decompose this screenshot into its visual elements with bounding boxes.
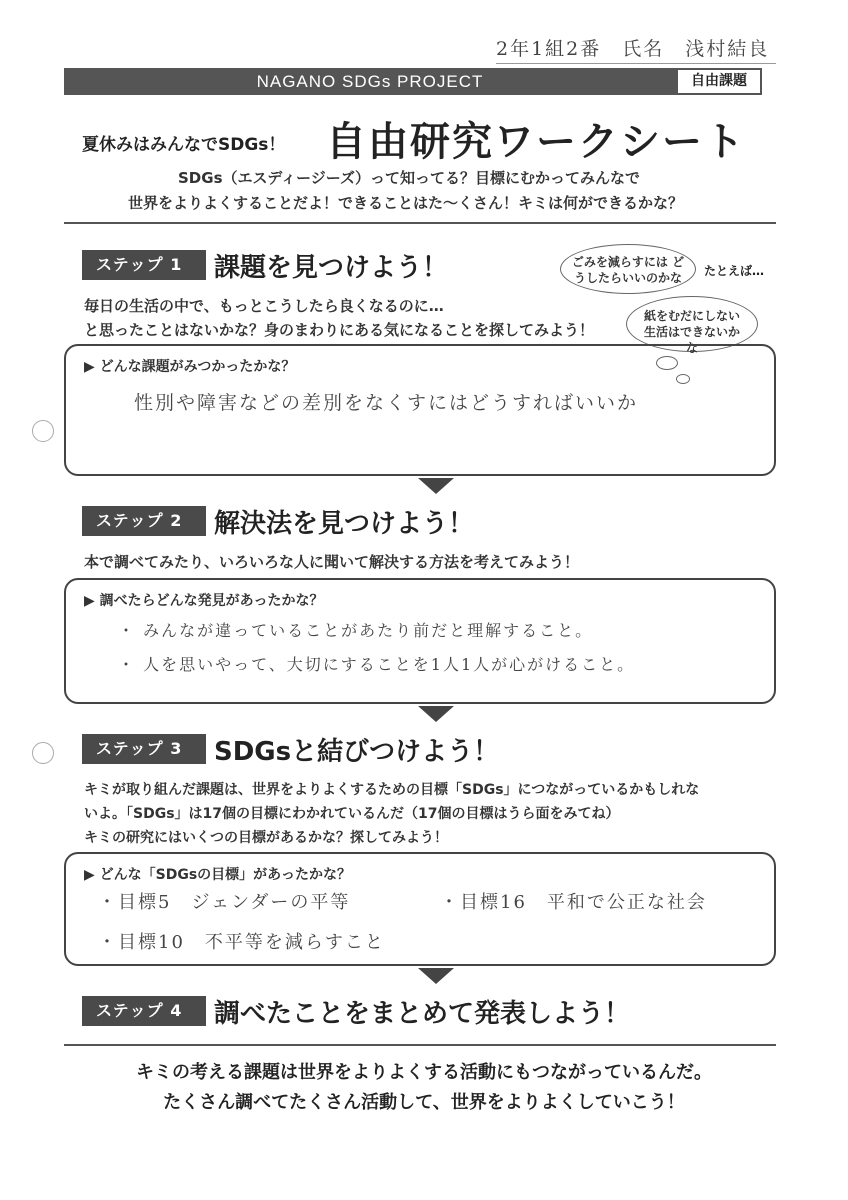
- footer-line-1: キミの考える課題は世界をよりよくする活動にもつながっているんだ。: [136, 1062, 712, 1083]
- title-intro-2: 世界をよりよくすることだよ！できることはた〜くさん！キミは何ができるかな？: [128, 194, 684, 212]
- step-4-label: ステップ 4: [82, 996, 206, 1026]
- step-1-answer[interactable]: 性別や障害などの差別をなくすにはどうすればいいか: [134, 392, 639, 414]
- punch-hole-top: [32, 420, 54, 442]
- step-2-intro-1: 本で調べてみたり、いろいろな人に聞いて解決する方法を考えてみよう！: [84, 553, 580, 571]
- example-bubble-1-text: ごみを減らすには どうしたらいいのかな: [571, 255, 685, 285]
- step-2-answer-1[interactable]: ・ みんなが違っていることがあたり前だと理解すること。: [118, 621, 594, 640]
- free-topic-tag: 自由課題: [676, 68, 762, 95]
- example-label: たとえば…: [704, 264, 765, 278]
- step-3-title: SDGsと結びつけよう！: [214, 737, 500, 767]
- step-2-answer-2[interactable]: ・ 人を思いやって、大切にすることを1人1人が心がけること。: [118, 655, 636, 674]
- step-3-prompt: ▶ どんな「SDGsの目標」があったかな？: [84, 867, 352, 883]
- step-1-prompt: ▶ どんな課題がみつかったかな？: [84, 359, 296, 375]
- step-2-label: ステップ 2: [82, 506, 206, 536]
- divider-top: [64, 222, 776, 224]
- step-1-title: 課題を見つけよう！: [214, 253, 449, 283]
- step-3-intro-1: キミが取り組んだ課題は、世界をよりよくするための目標「SDGs」につながっているかもしれな: [84, 782, 700, 798]
- project-banner: NAGANO SDGs PROJECT: [64, 68, 676, 95]
- title-sub: 夏休みはみんなでSDGs！: [82, 135, 286, 155]
- step-3-intro-2: いよ。「SDGs」は17個の目標にわかれているんだ（17個の目標はうら面をみてね）: [84, 806, 620, 822]
- step-2-prompt: ▶ 調べたらどんな発見があったかな？: [84, 593, 324, 609]
- footer-line-2: たくさん調べてたくさん活動して、世界をよりよくしていこう！: [163, 1092, 685, 1113]
- step-1-intro-2: と思ったことはないかな？身のまわりにある気になることを探してみよう！: [84, 321, 595, 339]
- step-1-label: ステップ 1: [82, 250, 206, 280]
- step-1-intro-1: 毎日の生活の中で、もっとこうしたら良くなるのに…: [84, 297, 444, 315]
- step-4-title: 調べたことをまとめて発表しよう！: [214, 999, 631, 1029]
- example-bubble-2-text: 紙をむだにしない 生活はできないかな: [643, 309, 740, 355]
- step-3-answer-2[interactable]: ・目標16 平和で公正な社会: [440, 892, 707, 913]
- step-2-arrow: [418, 706, 454, 722]
- step-3-arrow: [418, 968, 454, 984]
- step-1-arrow: [418, 478, 454, 494]
- page-title: 自由研究ワークシート: [326, 119, 746, 165]
- step-3-label: ステップ 3: [82, 734, 206, 764]
- student-info[interactable]: 2年1組2番 氏名 浅村結良: [496, 34, 776, 64]
- step-3-intro-3: キミの研究にはいくつの目標があるかな？探してみよう！: [84, 830, 448, 846]
- title-intro-1: SDGs（エスディージーズ）って知ってる？目標にむかってみんなで: [178, 169, 640, 187]
- step-2-title: 解決法を見つけよう！: [214, 509, 475, 539]
- example-bubble-1: [560, 244, 696, 294]
- step-3-answer-1[interactable]: ・目標5 ジェンダーの平等: [98, 892, 351, 913]
- step-3-answer-3[interactable]: ・目標10 不平等を減らすこと: [98, 932, 385, 953]
- divider-bottom: [64, 1044, 776, 1046]
- punch-hole-bottom: [32, 742, 54, 764]
